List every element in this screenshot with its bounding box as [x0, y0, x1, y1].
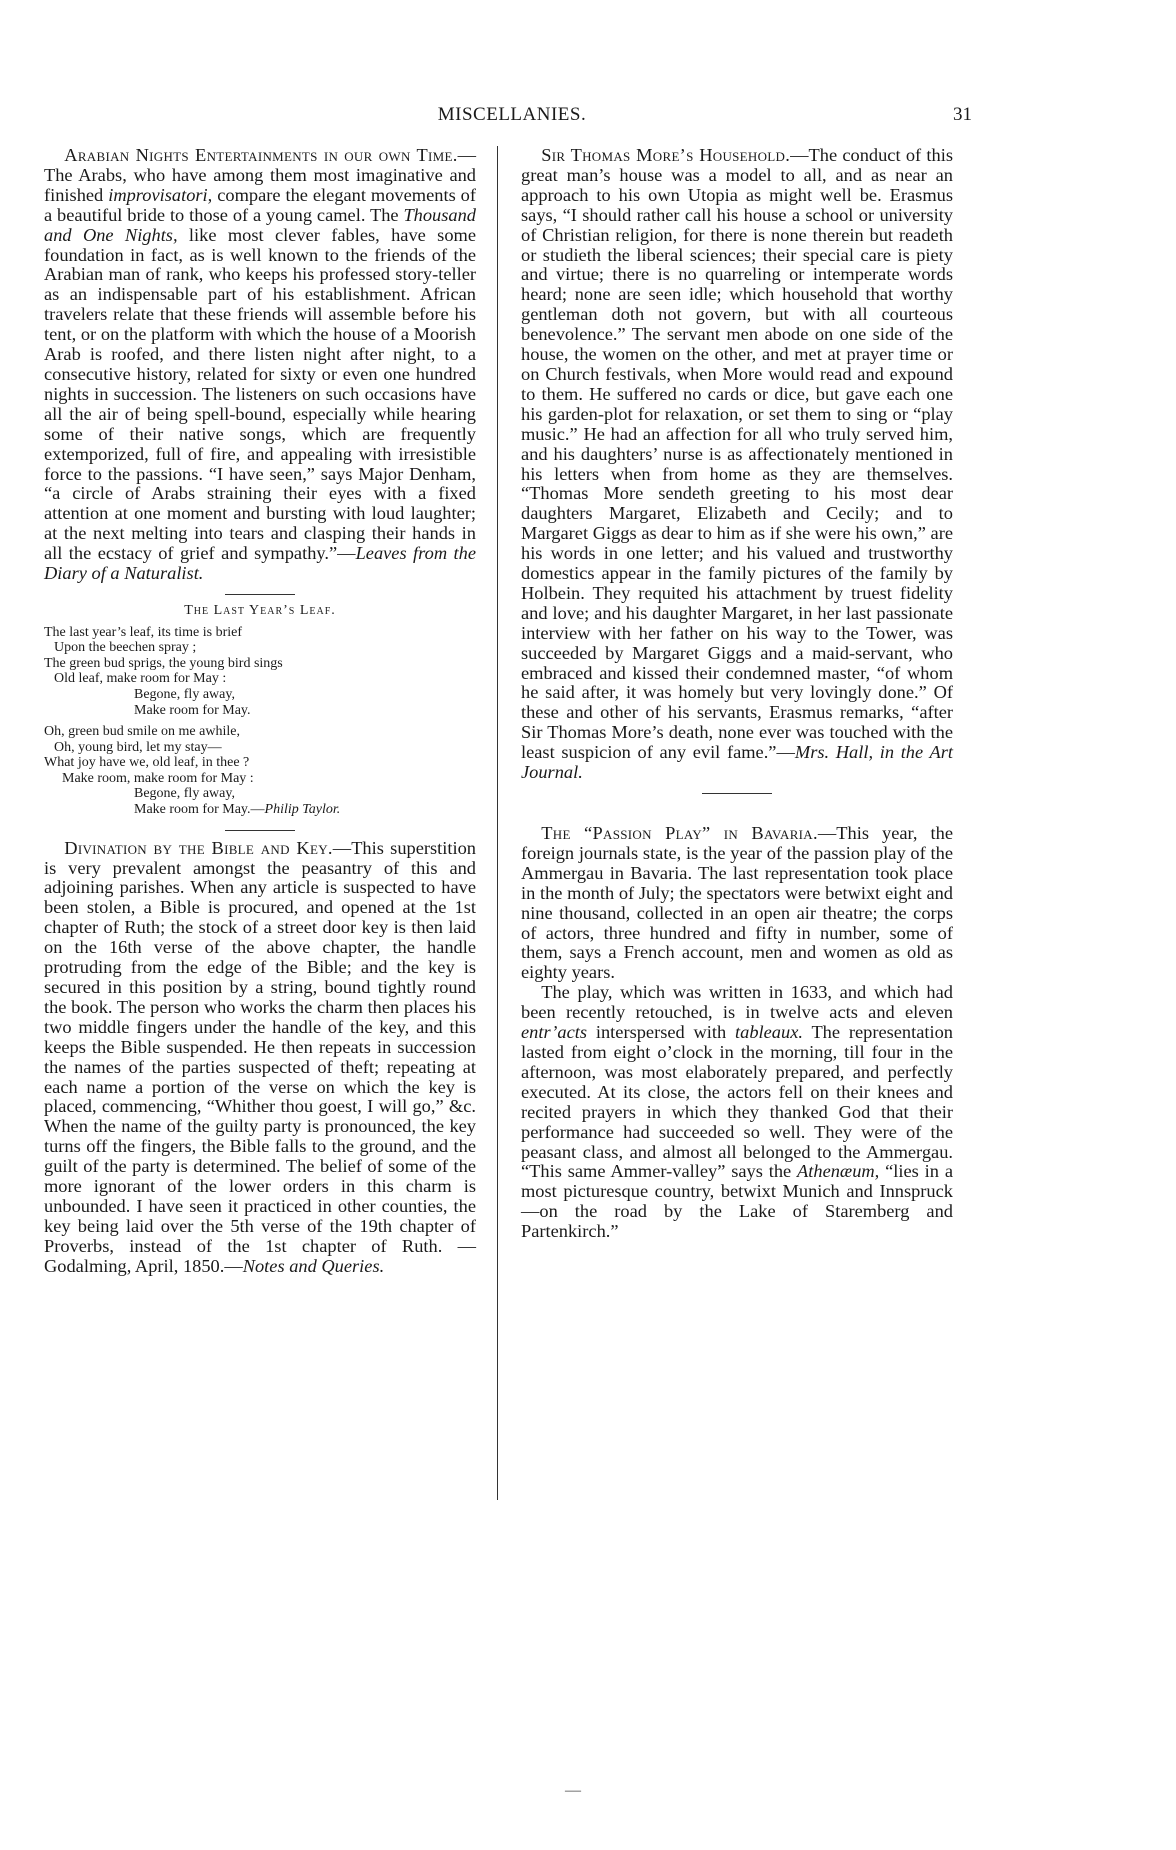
- article-italic: Athenæum,: [797, 1161, 880, 1182]
- article-text: —This superstition is very prevalent amongst the peasantry of this and adjoining parishes. When any article is suspected to have been stolen, a Bible is procured, and opened at the 1st chapter of Ruth; the stock of a street door key is then laid on the 16th verse of the above chapter, the handle protruding from the edge of the Bible; and the key is secured in this position by a string, bound tightly round the book. The person who works the charm then places his two middle fingers under the handle of the key, and this keeps the Bible suspended. He then repeats in succession the names of the parties suspected of theft; repeating at each name a portion of the verse on which the key is placed, commencing, “Whither thou goest, I will go,” &c. When the name of the guilty party is pronounced, the key turns off the fingers, the Bible falls to the ground, and the guilt of the party is determined. The belief of some of the more ignorant of the lower orders in this charm is unbounded. I have seen it practiced in other counties, the key being laid over the 5th verse of the 19th chapter of Proverbs, instead of the 1st chapter of Ruth. —Godalming, April, 1850.—: [44, 837, 476, 1276]
- column-divider: [497, 146, 498, 1500]
- article-title: Divination by the Bible and Key.: [64, 837, 333, 858]
- article-title: Sir Thomas More’s Household.: [541, 145, 791, 165]
- left-column: [44, 146, 476, 1277]
- article-italic: improvisatori,: [108, 184, 213, 205]
- poem-line: Oh, green bud smile on me awhile,: [44, 724, 240, 740]
- section-divider: [225, 594, 295, 595]
- article-italic: entr’acts: [521, 1022, 588, 1043]
- poem-line: [44, 802, 476, 818]
- article-title: The “Passion Play” in Bavaria.: [541, 823, 818, 843]
- article-text: —The conduct of this great man’s house was a model to all, and as near an approach to his own Utopia as might well be. Erasmus says, “I should rather call his house a school or university of Christian religion, for there is none therein but readeth or studieth the liberal sciences; their special care is piety and virtue; there is no quarreling or intemperate words heard; none are seen idle; which household that worthy gentleman doth not govern, but with all courteous benevolence.” The servant men abode on one side of the house, the women on the other, and met at prayer time or on Church festivals, when More would read and expound to them. He suffered no cards or dice, but gave each one his garden-plot for relaxation, or set them to sing or “play music.” He had an affection for all who truly served him, and his daughters’ nurse is as affectionately mentioned in his letters when from home as they are themselves. “Thomas More sendeth greeting to his most dear daughters Margaret, Elizabeth and Cecily; and to Margaret Giggs as dear to him as if she were his own,” are his words in one letter; and his valued and trustworthy domestics appear in the family pictures of the family by Holbein. They requited his attachment by truest fidelity and love; and his daughter Margaret, in her last passionate interview with her father on his way to the Tower, was succeeded by Margaret Giggs and a maid-servant, who embraced and kissed their condemned master, “of whom he said after, it was homely but very lovingly done.” Of these and other of his servants, Erasmus remarks, “after Sir Thomas More’s death, none ever was touched with the least suspicion of any evil fame.”—: [521, 145, 953, 763]
- poem-line: Old leaf, make room for May :: [54, 671, 227, 687]
- running-head: MISCELLANIES.: [437, 104, 587, 125]
- article-passion-play: [521, 824, 953, 983]
- article-italic: Thousand and One Nights,: [44, 204, 476, 245]
- article-text: —The Arabs, who have among them most imaginative and finished: [44, 145, 476, 205]
- page-number: 31: [953, 104, 972, 125]
- article-thomas-more: [521, 146, 953, 783]
- article-italic: tableaux.: [735, 1022, 803, 1043]
- article-text: —This year, the foreign journals state, is the year of the passion play of the Ammergau in Bavaria. The last representation took place in the month of July; the spectators were betwixt eight and nine thousand, collected in an open air theatre; the corps of actors, three hundred and fifty in number, some of them, says a French account, men and women as old as eighty years.: [521, 823, 953, 983]
- right-column: [521, 146, 953, 1242]
- footer-mark: —: [565, 1782, 581, 1799]
- poem-line: What joy have we, old leaf, in thee ?: [44, 755, 250, 771]
- poem-line: Begone, fly away,: [134, 786, 235, 802]
- poem-title: The Last Year’s Leaf.: [184, 602, 336, 618]
- article-title: Arabian Nights Entertainments in our own Time.: [64, 145, 458, 165]
- section-divider: [225, 830, 295, 831]
- article-text: compare the elegant movements of a beautiful bride to those of a young camel. The: [44, 184, 476, 225]
- article-arabian-nights: [44, 146, 476, 584]
- poem-author: Philip Taylor.: [264, 802, 341, 818]
- poem-last-years-leaf: [44, 603, 476, 818]
- article-source: Mrs. Hall, in the Art Journal.: [521, 742, 954, 783]
- poem-line: The green bud sprigs, the young bird sings: [44, 655, 283, 671]
- poem-line: Begone, fly away,: [134, 686, 235, 702]
- article-text: The play, which was written in 1633, and which had been recently retouched, is in twelve acts and eleven: [521, 982, 953, 1023]
- article-passion-play-cont: [521, 983, 953, 1242]
- article-text: like most clever fables, have some foundation in fact, as is well known to the friends of the Arabian man of rank, who keeps his professed story-teller as an indispensable part of his establishment. African travelers relate that these friends will assemble before his tent, or on the platform with which the house of a Moorish Arab is roofed, and there listen night after night, to a consecutive history, related for sixty or even one hundred nights in succession. The listeners on such occasions have all the air of being spell-bound, especially while hearing some of their native songs, which are frequently extemporized, full of fire, and appealing with irresistible force to the passions. “I have seen,” says Major Denham, “a circle of Arabs straining their eyes with a fixed attention at one moment and bursting with loud laughter; at the next melting into tears and clasping their hands in all the ecstacy of grief and sympathy.”—: [44, 224, 476, 564]
- poem-line: Make room for May.: [134, 702, 251, 718]
- article-text: The representation lasted from eight o’clock in the morning, till four in the afternoon, was most elaborately prepared, and perfectly executed. At its close, the actors fell on their knees and recited prayers in which they thanked God that their performance had succeeded so well. They were of the peasant class, and almost all belonged to the Ammergau. “This same Ammer-valley” says the: [521, 1022, 954, 1182]
- article-source: Leaves from the Diary of a Naturalist.: [44, 543, 477, 584]
- article-divination: [44, 839, 476, 1277]
- article-text: interspersed with: [587, 1022, 736, 1043]
- article-text: “lies in a most picturesque country, betwixt Munich and Innspruck—on the road by the Lake of Staremberg and Partenkirch.”: [521, 1161, 953, 1242]
- page-header: [52, 104, 972, 134]
- poem-line: Oh, young bird, let my stay—: [54, 739, 222, 755]
- section-divider: [702, 793, 772, 794]
- poem-line: The last year’s leaf, its time is brief: [44, 624, 243, 640]
- poem-line: Make room, make room for May :: [62, 770, 254, 786]
- poem-text: Make room for May.—: [134, 802, 265, 818]
- article-source: Notes and Queries.: [242, 1255, 385, 1276]
- poem-line: Upon the beechen spray ;: [54, 640, 197, 656]
